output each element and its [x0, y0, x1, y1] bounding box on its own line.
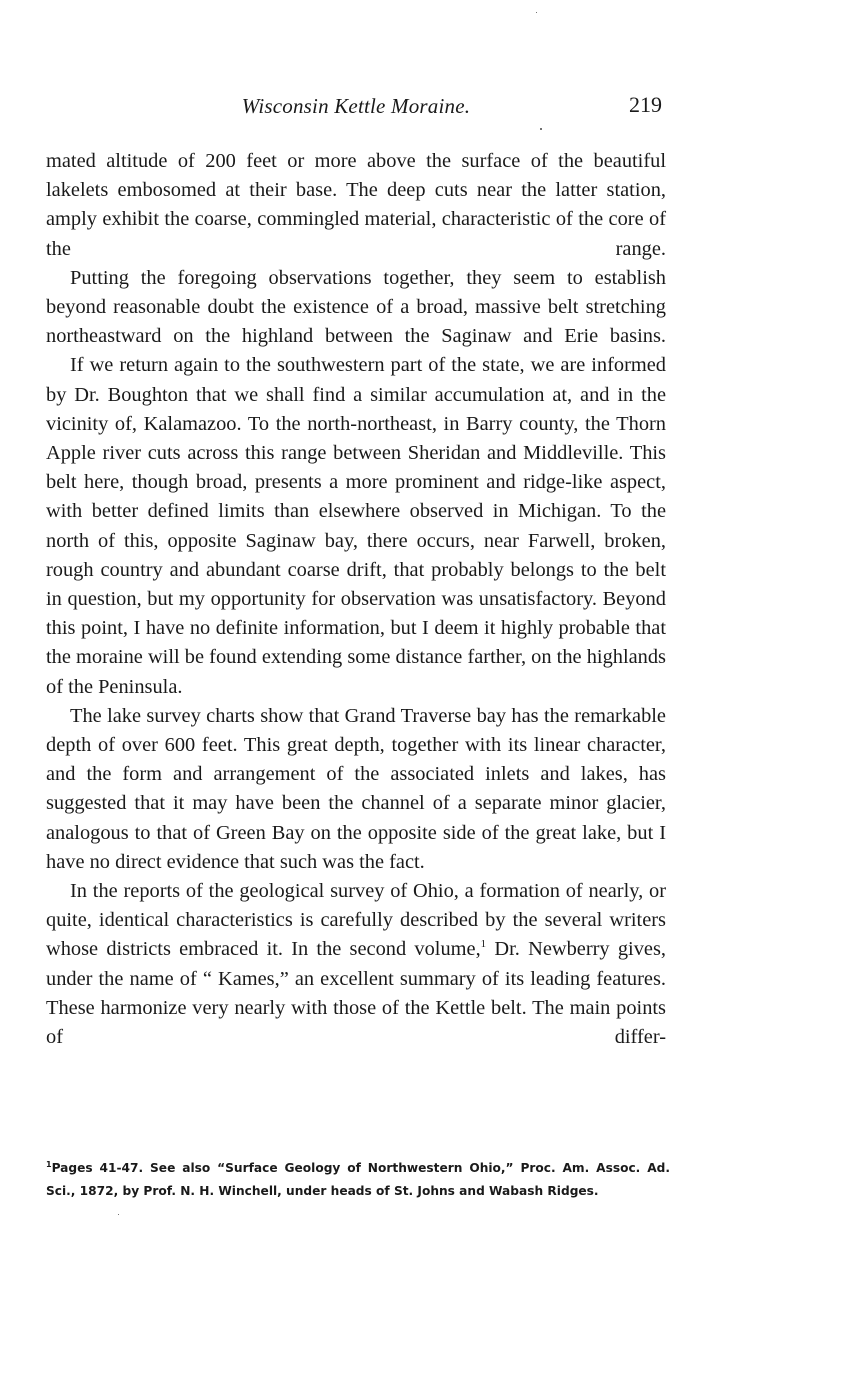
paragraph-southwestern-belt: If we return again to the southwestern part of the state, we are informed by Dr. Boughton that we shall find a similar accumulation at, and in the vicinity of, Kalamazoo. To the north-northeast, in Barry county, the Thorn Apple river cuts across this range between Sheridan and Middleville. This belt here, though broad, presents a more prominent and ridge-like aspect, with better defined limits than elsewhere observed in Michigan. To the north of this, opposite Saginaw bay, there occurs, near Farwell, broken, rough country and abundant coarse drift, that probably belongs to the belt in question, but my opportunity for observation was unsatisfactory. Beyond this point, I have no definite information, but I deem it highly probable that the moraine will be found extending some distance farther, on the highlands of the Peninsula.: [46, 354, 666, 698]
footnote: [46, 1157, 670, 1203]
footnote-marker: 1: [46, 1160, 52, 1169]
ohio-text-after-ref: Dr. Newberry gives, under the name of “ Kames,” an excellent summary of its leading features. These harmonize very nearly with those of the Kettle belt. The main points of differ-: [46, 938, 666, 1049]
print-speck: [118, 1214, 119, 1215]
paragraph-observations: Putting the foregoing observations together, they seem to establish beyond reasonable doubt the existence of a broad, massive belt stretching northeastward on the highland between the Saginaw and Erie basins.: [46, 266, 666, 348]
footnote-text: Pages 41-47. See also “Surface Geology of Northwestern Ohio,” Proc. Am. Assoc. Ad. Sci., 1872, by Prof. N. H. Winchell, under heads of St. Johns and Wabash Ridges.: [46, 1161, 670, 1198]
print-speck: [540, 128, 542, 130]
running-head: [46, 94, 666, 124]
paragraph-ohio-survey: [46, 877, 666, 1052]
ohio-text-before-ref: In the reports of the geological survey of Ohio, a formation of nearly, or quite, identical characteristics is carefully described by the several writers whose districts embraced it. In the second volume,: [46, 880, 666, 961]
paragraph-continuation: mated altitude of 200 feet or more above the surface of the beautiful lakelets embosomed at their base. The deep cuts near the latter station, amply exhibit the coarse, commingled material, characteristic of the core of the range.: [46, 150, 666, 260]
running-title: Wisconsin Kettle Moraine.: [241, 94, 471, 118]
print-speck: [536, 12, 537, 13]
footnote-reference: 1: [480, 938, 487, 951]
page-number: 219: [629, 92, 662, 117]
body-text: [46, 147, 666, 1052]
paragraph-grand-traverse-bay: The lake survey charts show that Grand Traverse bay has the remarkable depth of over 600 feet. This great depth, together with its linear character, and the form and arrangement of the associated inlets and lakes, has suggested that it may have been the channel of a separate minor glacier, analogous to that of Green Bay on the opposite side of the great lake, but I have no direct evidence that such was the fact.: [46, 704, 666, 873]
